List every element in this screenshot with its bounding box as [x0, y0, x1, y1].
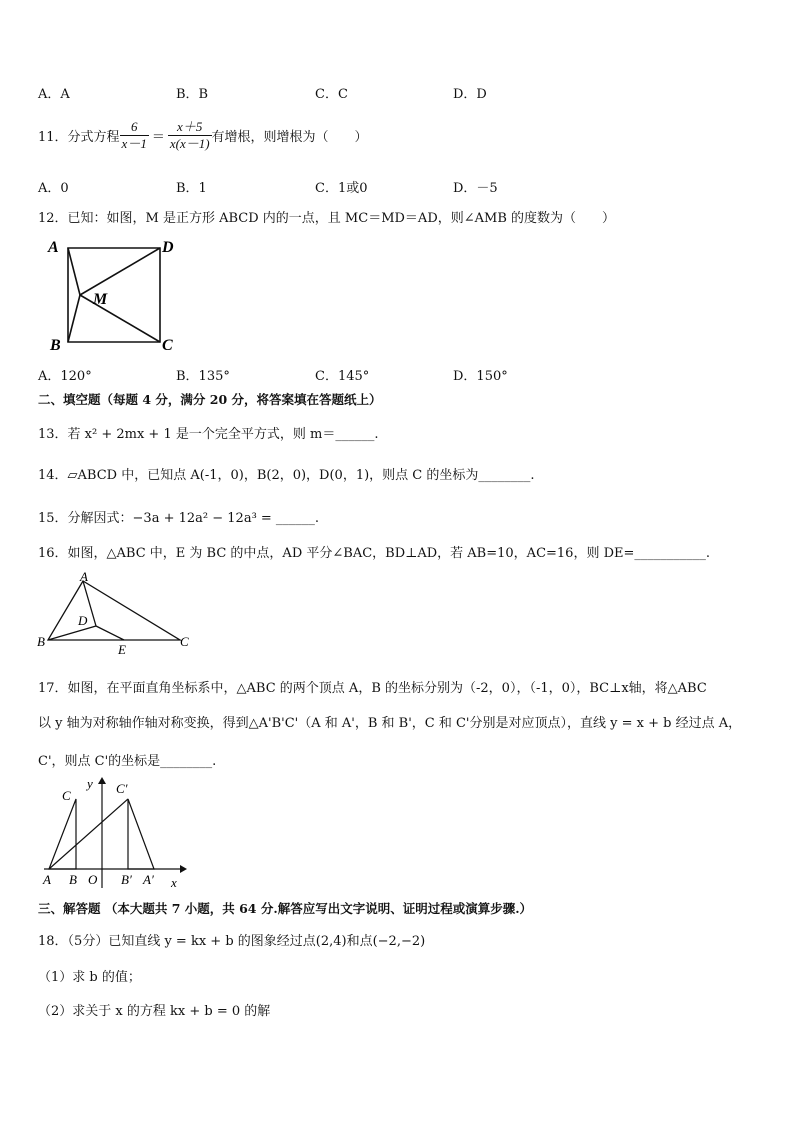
question-16: 16．如图，△ABC 中，E 为 BC 的中点，AD 平分∠BAC，BD⊥AD，若 AB=10，AC=16，则 DE=___________. — [38, 546, 711, 561]
question-14: 14．▱ABCD 中，已知点 A(-1，0)，B(2，0)，D(0，1)，则点 C 的坐标为________. — [38, 468, 535, 483]
q11-option-c: C．1或0 — [315, 181, 368, 196]
q12-label-a: A — [48, 239, 59, 256]
q10-option-c: C．C — [315, 87, 348, 102]
question-11 — [38, 119, 368, 152]
section-3-heading: 三、解答题 （本大题共 7 小题，共 64 分.解答应写出文字说明、证明过程或演算步骤.） — [38, 901, 533, 916]
q11-frac1-denominator: x－1 — [121, 136, 147, 151]
q17-label-x: x — [171, 875, 177, 890]
q11-frac2-numerator: x＋5 — [168, 119, 212, 136]
question-17-line-1: 17．如图，在平面直角坐标系中，△ABC 的两个顶点 A，B 的坐标分别为（-2，0），（-1，0），BC⊥x轴，将△ABC — [38, 681, 707, 696]
q11-equals: ＝ — [151, 130, 165, 145]
q12-option-a: A．120° — [38, 369, 92, 384]
question-13: 13．若 x² + 2mx + 1 是一个完全平方式，则 m＝______. — [38, 427, 379, 442]
q17-label-c: C — [62, 788, 71, 803]
question-18-part-1: （1）求 b 的值； — [38, 970, 141, 985]
q11-frac2-denominator: x(x－1) — [169, 136, 210, 151]
q16-triangle-figure — [34, 570, 199, 658]
question-17-line-2: 以 y 轴为对称轴作轴对称变换，得到△A'B'C'（A 和 A'，B 和 B'，C 和 C'分别是对应顶点），直线 y = x + b 经过点 A， — [38, 716, 742, 731]
q11-frac1-numerator: 6 — [120, 119, 149, 136]
q12-label-m: M — [93, 291, 108, 308]
question-18-part-2: （2）求关于 x 的方程 kx + b = 0 的解 — [38, 1004, 271, 1019]
q16-label-d: D — [78, 613, 88, 628]
q11-fraction-1 — [120, 119, 149, 152]
q12-option-d: D．150° — [453, 369, 508, 384]
q11-option-b: B．1 — [176, 181, 207, 196]
question-18: 18．（5分）已知直线 y = kx + b 的图象经过点(2,4)和点(−2,−2) — [38, 934, 426, 949]
q17-label-o: O — [88, 872, 98, 887]
question-12: 12．已知：如图，M 是正方形 ABCD 内的一点，且 MC＝MD＝AD，则∠AMB 的度数为（ ） — [38, 211, 616, 226]
q11-lead: 11．分式方程 — [38, 130, 120, 145]
q17-label-c-prime: C′ — [116, 781, 128, 796]
q17-label-b: B — [69, 872, 77, 887]
q12-label-d: D — [162, 239, 174, 256]
q16-label-e: E — [118, 642, 126, 657]
q12-label-c: C — [162, 337, 173, 354]
q17-label-a: A — [43, 872, 51, 887]
q17-label-a-prime: A′ — [143, 872, 154, 887]
q10-option-b: B．B — [176, 87, 209, 102]
section-2-heading: 二、填空题（每题 4 分，满分 20 分，将答案填在答题纸上） — [38, 392, 382, 407]
q12-label-b: B — [50, 337, 61, 354]
q17-label-b-prime: B′ — [121, 872, 132, 887]
q12-option-c: C．145° — [315, 369, 370, 384]
q17-coordinate-figure — [34, 776, 189, 892]
q10-option-a: A．A — [38, 87, 70, 102]
q12-option-b: B．135° — [176, 369, 230, 384]
q11-fraction-2 — [168, 119, 212, 152]
q16-label-b: B — [37, 634, 45, 649]
q16-label-c: C — [180, 634, 189, 649]
q12-square-figure — [42, 232, 192, 356]
q10-option-d: D．D — [453, 87, 487, 102]
question-15: 15．分解因式：−3a + 12a² − 12a³ = ______. — [38, 511, 320, 526]
q11-option-a: A．0 — [38, 181, 69, 196]
q16-label-a: A — [80, 570, 88, 584]
q11-option-d: D．－5 — [453, 181, 498, 196]
q17-label-y: y — [87, 776, 93, 791]
q11-tail: 有增根，则增根为（ ） — [211, 130, 368, 145]
question-17-line-3: C'，则点 C'的坐标是________. — [38, 754, 217, 769]
